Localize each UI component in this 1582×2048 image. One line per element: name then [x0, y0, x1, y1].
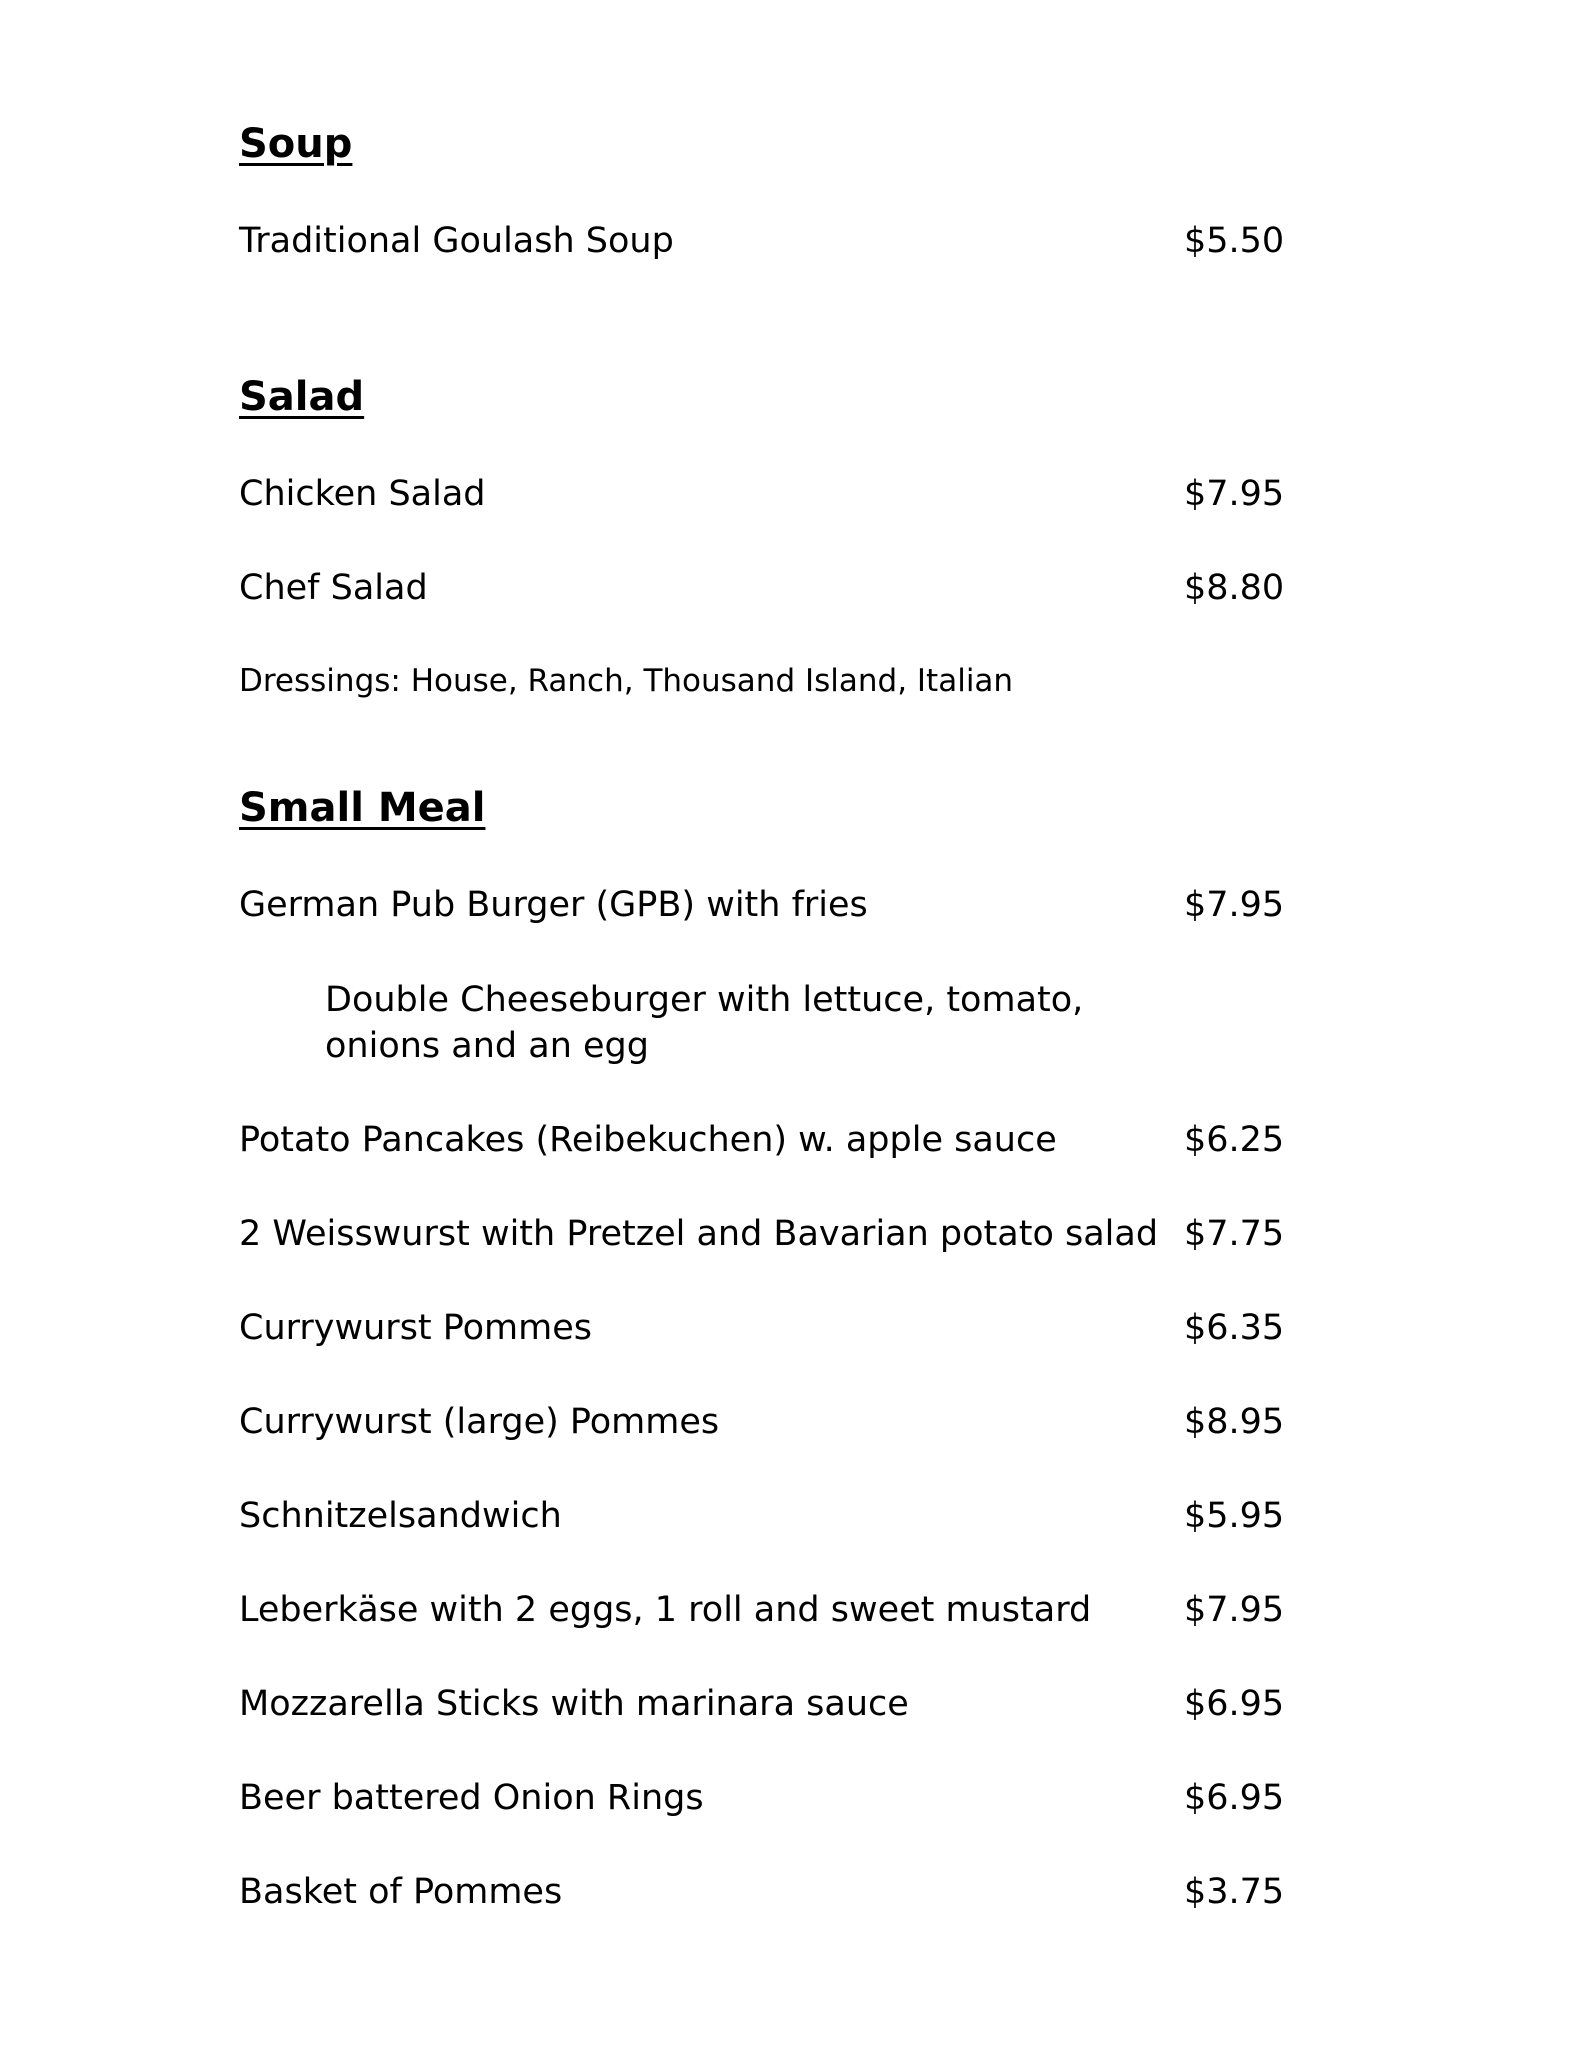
- menu-item-name: German Pub Burger (GPB) with fries: [239, 885, 868, 925]
- section-heading-small-meal: Small Meal: [239, 785, 486, 831]
- menu-item-price: $6.35: [1184, 1308, 1285, 1348]
- menu-item-price: $8.95: [1184, 1402, 1285, 1442]
- menu-item-name: Chef Salad: [239, 568, 428, 608]
- menu-item-name: Leberkäse with 2 eggs, 1 roll and sweet mustard: [239, 1590, 1092, 1630]
- menu-item-price: $7.95: [1184, 474, 1285, 514]
- menu-item-name: 2 Weisswurst with Pretzel and Bavarian potato salad: [239, 1214, 1159, 1254]
- menu-item-name: Potato Pancakes (Reibekuchen) w. apple sauce: [239, 1120, 1057, 1160]
- menu-item-price: $7.95: [1184, 1590, 1285, 1630]
- dressings-note: Dressings: House, Ranch, Thousand Island, Italian: [239, 663, 1014, 699]
- menu-item-name: Traditional Goulash Soup: [239, 221, 674, 261]
- menu-item-name: Beer battered Onion Rings: [239, 1778, 704, 1818]
- menu-item-name: Schnitzelsandwich: [239, 1496, 562, 1536]
- menu-item-price: $6.95: [1184, 1684, 1285, 1724]
- menu-item-name: Basket of Pommes: [239, 1872, 563, 1912]
- menu-item-price: $7.95: [1184, 885, 1285, 925]
- menu-item-price: $3.75: [1184, 1872, 1285, 1912]
- menu-item-name: Currywurst Pommes: [239, 1308, 593, 1348]
- menu-item-name: Mozzarella Sticks with marinara sauce: [239, 1684, 909, 1724]
- section-heading-salad: Salad: [239, 374, 365, 420]
- menu-item-price: $5.95: [1184, 1496, 1285, 1536]
- menu-item-price: $7.75: [1184, 1214, 1285, 1254]
- menu-item-price: $6.25: [1184, 1120, 1285, 1160]
- menu-item-name: Currywurst (large) Pommes: [239, 1402, 720, 1442]
- menu-item-price: $6.95: [1184, 1778, 1285, 1818]
- menu-item-price: $8.80: [1184, 568, 1285, 608]
- menu-item-description: Double Cheeseburger with lettuce, tomato, onions and an egg: [325, 980, 1084, 1066]
- menu-item-price: $5.50: [1184, 221, 1285, 261]
- menu-item-name: Chicken Salad: [239, 474, 486, 514]
- section-heading-soup: Soup: [239, 121, 353, 167]
